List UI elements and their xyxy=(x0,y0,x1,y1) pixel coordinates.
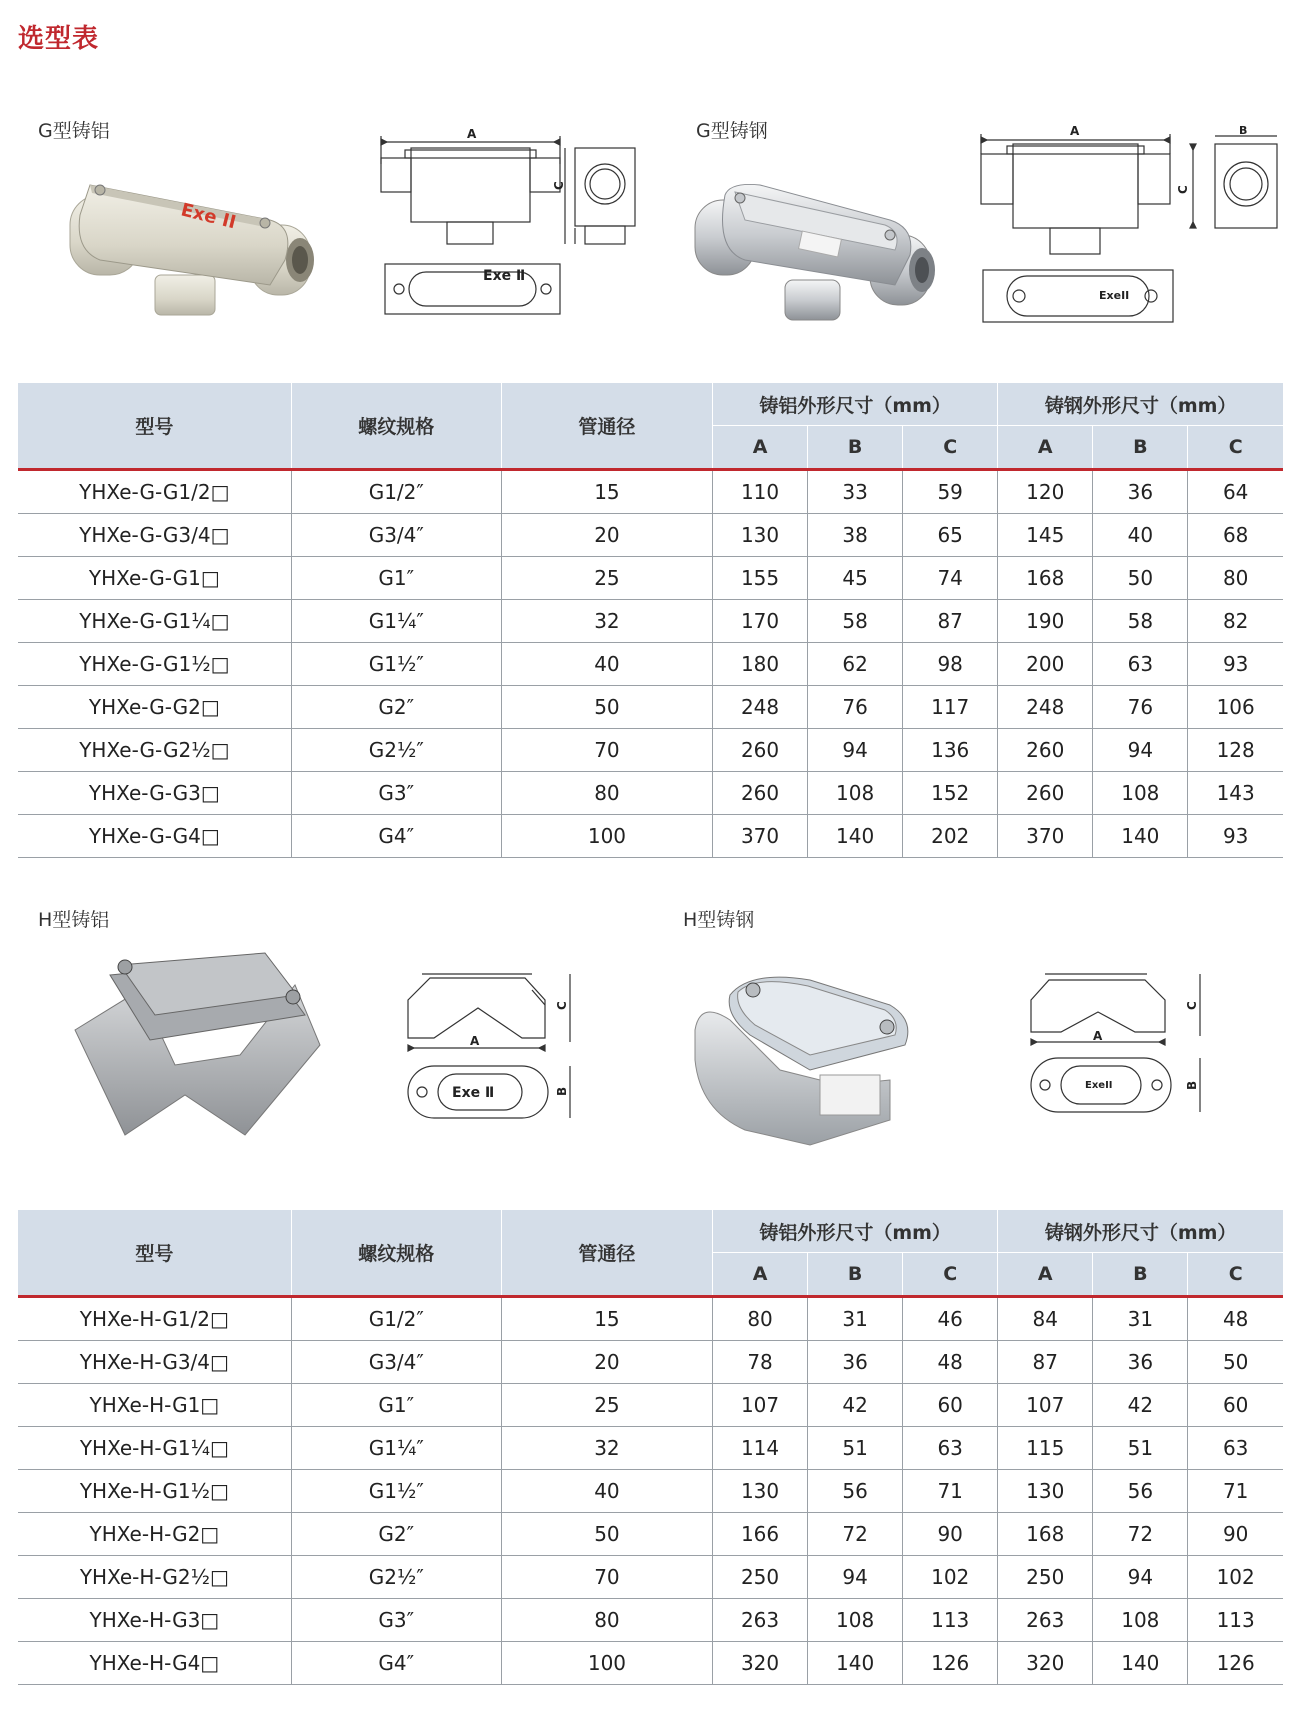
st-a-cell: 120 xyxy=(998,470,1093,514)
st-c-cell: 143 xyxy=(1188,772,1283,815)
header-al-c: C xyxy=(903,1253,998,1297)
diameter-cell: 70 xyxy=(501,729,712,772)
st-a-cell: 145 xyxy=(998,514,1093,557)
header-st-b: B xyxy=(1093,1253,1188,1297)
h-aluminum-label: H型铸铝 xyxy=(38,909,110,931)
st-b-cell: 108 xyxy=(1093,772,1188,815)
thread-cell: G1¼″ xyxy=(291,1427,501,1470)
st-c-cell: 90 xyxy=(1188,1513,1283,1556)
al-b-cell: 31 xyxy=(808,1297,903,1341)
table-row xyxy=(18,600,1283,643)
al-a-cell: 260 xyxy=(713,729,808,772)
model-cell: YHXe-H-G3/4□ xyxy=(18,1341,291,1384)
g-spec-table xyxy=(18,383,1283,858)
al-c-cell: 136 xyxy=(903,729,998,772)
al-b-cell: 58 xyxy=(808,600,903,643)
st-b-cell: 36 xyxy=(1093,1341,1188,1384)
thread-cell: G3/4″ xyxy=(291,514,501,557)
diameter-cell: 40 xyxy=(501,1470,712,1513)
g-al-dim-a: A xyxy=(467,128,477,141)
st-b-cell: 42 xyxy=(1093,1384,1188,1427)
h-al-dim-a: A xyxy=(470,1034,480,1048)
h-aluminum-drawing xyxy=(400,960,585,1130)
st-a-cell: 87 xyxy=(998,1341,1093,1384)
al-b-cell: 108 xyxy=(808,772,903,815)
thread-cell: G1¼″ xyxy=(291,600,501,643)
al-a-cell: 180 xyxy=(713,643,808,686)
st-a-cell: 115 xyxy=(998,1427,1093,1470)
g-al-drawing-marking: Exe Ⅱ xyxy=(483,268,526,284)
header-st-c: C xyxy=(1188,1253,1283,1297)
st-b-cell: 31 xyxy=(1093,1297,1188,1341)
st-c-cell: 102 xyxy=(1188,1556,1283,1599)
header-st-a: A xyxy=(998,1253,1093,1297)
model-cell: YHXe-H-G1□ xyxy=(18,1384,291,1427)
st-b-cell: 94 xyxy=(1093,1556,1188,1599)
diameter-cell: 20 xyxy=(501,514,712,557)
header-model: 型号 xyxy=(18,1210,291,1297)
thread-cell: G4″ xyxy=(291,815,501,858)
st-c-cell: 48 xyxy=(1188,1297,1283,1341)
al-a-cell: 320 xyxy=(713,1642,808,1685)
al-a-cell: 250 xyxy=(713,1556,808,1599)
table-row xyxy=(18,514,1283,557)
al-b-cell: 33 xyxy=(808,470,903,514)
header-steel-dims: 铸钢外形尺寸（mm） xyxy=(998,1210,1283,1253)
al-c-cell: 102 xyxy=(903,1556,998,1599)
model-cell: YHXe-H-G3□ xyxy=(18,1599,291,1642)
al-a-cell: 114 xyxy=(713,1427,808,1470)
al-a-cell: 80 xyxy=(713,1297,808,1341)
table-row xyxy=(18,470,1283,514)
h-al-dim-b: B xyxy=(555,1086,569,1096)
al-b-cell: 51 xyxy=(808,1427,903,1470)
st-c-cell: 68 xyxy=(1188,514,1283,557)
table-row xyxy=(18,1384,1283,1427)
st-a-cell: 248 xyxy=(998,686,1093,729)
model-cell: YHXe-G-G3□ xyxy=(18,772,291,815)
h-steel-drawing xyxy=(1025,960,1225,1120)
h-st-drawing-marking: ExeII xyxy=(1085,1080,1113,1091)
al-c-cell: 63 xyxy=(903,1427,998,1470)
al-b-cell: 42 xyxy=(808,1384,903,1427)
st-b-cell: 140 xyxy=(1093,815,1188,858)
table-row xyxy=(18,815,1283,858)
st-b-cell: 94 xyxy=(1093,729,1188,772)
header-al-c: C xyxy=(903,426,998,470)
diameter-cell: 100 xyxy=(501,1642,712,1685)
al-c-cell: 98 xyxy=(903,643,998,686)
g-al-dim-c: C xyxy=(552,181,566,190)
diameter-cell: 25 xyxy=(501,1384,712,1427)
al-b-cell: 36 xyxy=(808,1341,903,1384)
h-st-dim-b: B xyxy=(1185,1080,1199,1090)
g-steel-label: G型铸钢 xyxy=(696,120,768,142)
header-aluminum-dims: 铸铝外形尺寸（mm） xyxy=(713,1210,998,1253)
header-st-b: B xyxy=(1093,426,1188,470)
table-row xyxy=(18,729,1283,772)
thread-cell: G1½″ xyxy=(291,643,501,686)
al-c-cell: 48 xyxy=(903,1341,998,1384)
g-st-dim-a: A xyxy=(1070,124,1080,138)
diameter-cell: 50 xyxy=(501,686,712,729)
table-row xyxy=(18,1341,1283,1384)
al-b-cell: 45 xyxy=(808,557,903,600)
h-spec-table xyxy=(18,1210,1283,1685)
model-cell: YHXe-G-G1½□ xyxy=(18,643,291,686)
al-c-cell: 87 xyxy=(903,600,998,643)
g-aluminum-drawing xyxy=(375,128,675,328)
st-b-cell: 72 xyxy=(1093,1513,1188,1556)
st-b-cell: 108 xyxy=(1093,1599,1188,1642)
st-b-cell: 56 xyxy=(1093,1470,1188,1513)
st-a-cell: 107 xyxy=(998,1384,1093,1427)
st-a-cell: 263 xyxy=(998,1599,1093,1642)
model-cell: YHXe-H-G4□ xyxy=(18,1642,291,1685)
st-a-cell: 250 xyxy=(998,1556,1093,1599)
al-a-cell: 263 xyxy=(713,1599,808,1642)
g-aluminum-photo xyxy=(60,165,320,325)
diameter-cell: 80 xyxy=(501,772,712,815)
al-a-cell: 107 xyxy=(713,1384,808,1427)
g-aluminum-label: G型铸铝 xyxy=(38,120,110,142)
header-al-b: B xyxy=(808,1253,903,1297)
diameter-cell: 80 xyxy=(501,1599,712,1642)
table-row xyxy=(18,1470,1283,1513)
header-steel-dims: 铸钢外形尺寸（mm） xyxy=(998,383,1283,426)
al-b-cell: 108 xyxy=(808,1599,903,1642)
h-steel-label: H型铸钢 xyxy=(683,909,755,931)
al-c-cell: 65 xyxy=(903,514,998,557)
h-al-dim-c: C xyxy=(555,1001,569,1010)
diameter-cell: 50 xyxy=(501,1513,712,1556)
st-c-cell: 60 xyxy=(1188,1384,1283,1427)
table-row xyxy=(18,1427,1283,1470)
table-row xyxy=(18,1642,1283,1685)
g-st-drawing-marking: ExeII xyxy=(1099,289,1130,302)
header-al-a: A xyxy=(713,1253,808,1297)
st-b-cell: 50 xyxy=(1093,557,1188,600)
thread-cell: G3″ xyxy=(291,1599,501,1642)
thread-cell: G4″ xyxy=(291,1642,501,1685)
al-c-cell: 74 xyxy=(903,557,998,600)
st-b-cell: 58 xyxy=(1093,600,1188,643)
model-cell: YHXe-H-G1¼□ xyxy=(18,1427,291,1470)
al-a-cell: 248 xyxy=(713,686,808,729)
al-b-cell: 62 xyxy=(808,643,903,686)
al-b-cell: 94 xyxy=(808,1556,903,1599)
al-c-cell: 46 xyxy=(903,1297,998,1341)
st-c-cell: 80 xyxy=(1188,557,1283,600)
st-a-cell: 200 xyxy=(998,643,1093,686)
g-st-dim-b: B xyxy=(1239,124,1248,137)
st-a-cell: 260 xyxy=(998,729,1093,772)
st-c-cell: 50 xyxy=(1188,1341,1283,1384)
al-c-cell: 126 xyxy=(903,1642,998,1685)
h-st-dim-c: C xyxy=(1185,1001,1199,1010)
al-c-cell: 59 xyxy=(903,470,998,514)
al-c-cell: 113 xyxy=(903,1599,998,1642)
table-row xyxy=(18,686,1283,729)
al-c-cell: 202 xyxy=(903,815,998,858)
al-a-cell: 166 xyxy=(713,1513,808,1556)
thread-cell: G1/2″ xyxy=(291,470,501,514)
header-diameter: 管通径 xyxy=(501,1210,712,1297)
header-model: 型号 xyxy=(18,383,291,470)
header-aluminum-dims: 铸铝外形尺寸（mm） xyxy=(713,383,998,426)
thread-cell: G2″ xyxy=(291,686,501,729)
st-b-cell: 40 xyxy=(1093,514,1188,557)
diameter-cell: 32 xyxy=(501,600,712,643)
st-a-cell: 370 xyxy=(998,815,1093,858)
header-thread: 螺纹规格 xyxy=(291,383,501,470)
model-cell: YHXe-H-G2□ xyxy=(18,1513,291,1556)
st-b-cell: 36 xyxy=(1093,470,1188,514)
st-c-cell: 93 xyxy=(1188,815,1283,858)
st-a-cell: 190 xyxy=(998,600,1093,643)
al-b-cell: 140 xyxy=(808,1642,903,1685)
al-a-cell: 370 xyxy=(713,815,808,858)
al-a-cell: 78 xyxy=(713,1341,808,1384)
g-aluminum-photo-marking: Exe II xyxy=(178,199,238,234)
st-b-cell: 63 xyxy=(1093,643,1188,686)
diameter-cell: 100 xyxy=(501,815,712,858)
h-aluminum-photo xyxy=(65,945,335,1145)
model-cell: YHXe-G-G1/2□ xyxy=(18,470,291,514)
table-row xyxy=(18,1513,1283,1556)
diameter-cell: 70 xyxy=(501,1556,712,1599)
model-cell: YHXe-G-G2½□ xyxy=(18,729,291,772)
model-cell: YHXe-H-G2½□ xyxy=(18,1556,291,1599)
thread-cell: G1″ xyxy=(291,1384,501,1427)
al-a-cell: 260 xyxy=(713,772,808,815)
al-b-cell: 72 xyxy=(808,1513,903,1556)
al-b-cell: 94 xyxy=(808,729,903,772)
thread-cell: G1/2″ xyxy=(291,1297,501,1341)
al-c-cell: 117 xyxy=(903,686,998,729)
al-b-cell: 76 xyxy=(808,686,903,729)
model-cell: YHXe-G-G4□ xyxy=(18,815,291,858)
al-a-cell: 155 xyxy=(713,557,808,600)
h-steel-photo xyxy=(690,960,960,1150)
h-al-drawing-marking: Exe Ⅱ xyxy=(452,1085,495,1101)
st-c-cell: 106 xyxy=(1188,686,1283,729)
diameter-cell: 15 xyxy=(501,470,712,514)
thread-cell: G1″ xyxy=(291,557,501,600)
st-a-cell: 320 xyxy=(998,1642,1093,1685)
st-c-cell: 93 xyxy=(1188,643,1283,686)
al-c-cell: 60 xyxy=(903,1384,998,1427)
model-cell: YHXe-H-G1/2□ xyxy=(18,1297,291,1341)
al-c-cell: 90 xyxy=(903,1513,998,1556)
al-b-cell: 56 xyxy=(808,1470,903,1513)
header-thread: 螺纹规格 xyxy=(291,1210,501,1297)
model-cell: YHXe-G-G3/4□ xyxy=(18,514,291,557)
al-c-cell: 71 xyxy=(903,1470,998,1513)
al-a-cell: 130 xyxy=(713,514,808,557)
h-st-dim-a: A xyxy=(1093,1029,1103,1043)
st-c-cell: 82 xyxy=(1188,600,1283,643)
table-row xyxy=(18,1556,1283,1599)
diameter-cell: 15 xyxy=(501,1297,712,1341)
model-cell: YHXe-G-G1□ xyxy=(18,557,291,600)
g-steel-drawing xyxy=(975,124,1285,329)
header-st-c: C xyxy=(1188,426,1283,470)
st-c-cell: 63 xyxy=(1188,1427,1283,1470)
diameter-cell: 20 xyxy=(501,1341,712,1384)
al-c-cell: 152 xyxy=(903,772,998,815)
st-a-cell: 168 xyxy=(998,557,1093,600)
model-cell: YHXe-G-G2□ xyxy=(18,686,291,729)
header-al-a: A xyxy=(713,426,808,470)
st-c-cell: 71 xyxy=(1188,1470,1283,1513)
model-cell: YHXe-G-G1¼□ xyxy=(18,600,291,643)
diameter-cell: 32 xyxy=(501,1427,712,1470)
thread-cell: G3/4″ xyxy=(291,1341,501,1384)
g-steel-photo xyxy=(690,180,950,330)
diameter-cell: 40 xyxy=(501,643,712,686)
g-st-dim-c: C xyxy=(1176,185,1190,194)
thread-cell: G2½″ xyxy=(291,1556,501,1599)
al-b-cell: 140 xyxy=(808,815,903,858)
table-row xyxy=(18,557,1283,600)
header-st-a: A xyxy=(998,426,1093,470)
st-a-cell: 130 xyxy=(998,1470,1093,1513)
thread-cell: G3″ xyxy=(291,772,501,815)
st-a-cell: 260 xyxy=(998,772,1093,815)
st-b-cell: 140 xyxy=(1093,1642,1188,1685)
thread-cell: G2″ xyxy=(291,1513,501,1556)
table-row xyxy=(18,1599,1283,1642)
al-a-cell: 170 xyxy=(713,600,808,643)
al-a-cell: 110 xyxy=(713,470,808,514)
st-c-cell: 113 xyxy=(1188,1599,1283,1642)
st-c-cell: 126 xyxy=(1188,1642,1283,1685)
table-row xyxy=(18,1297,1283,1341)
st-c-cell: 64 xyxy=(1188,470,1283,514)
st-b-cell: 76 xyxy=(1093,686,1188,729)
al-a-cell: 130 xyxy=(713,1470,808,1513)
al-b-cell: 38 xyxy=(808,514,903,557)
page-title: 选型表 xyxy=(18,24,100,54)
st-a-cell: 84 xyxy=(998,1297,1093,1341)
st-c-cell: 128 xyxy=(1188,729,1283,772)
thread-cell: G1½″ xyxy=(291,1470,501,1513)
model-cell: YHXe-H-G1½□ xyxy=(18,1470,291,1513)
table-row xyxy=(18,643,1283,686)
diameter-cell: 25 xyxy=(501,557,712,600)
st-a-cell: 168 xyxy=(998,1513,1093,1556)
thread-cell: G2½″ xyxy=(291,729,501,772)
table-row xyxy=(18,772,1283,815)
header-diameter: 管通径 xyxy=(501,383,712,470)
st-b-cell: 51 xyxy=(1093,1427,1188,1470)
header-al-b: B xyxy=(808,426,903,470)
